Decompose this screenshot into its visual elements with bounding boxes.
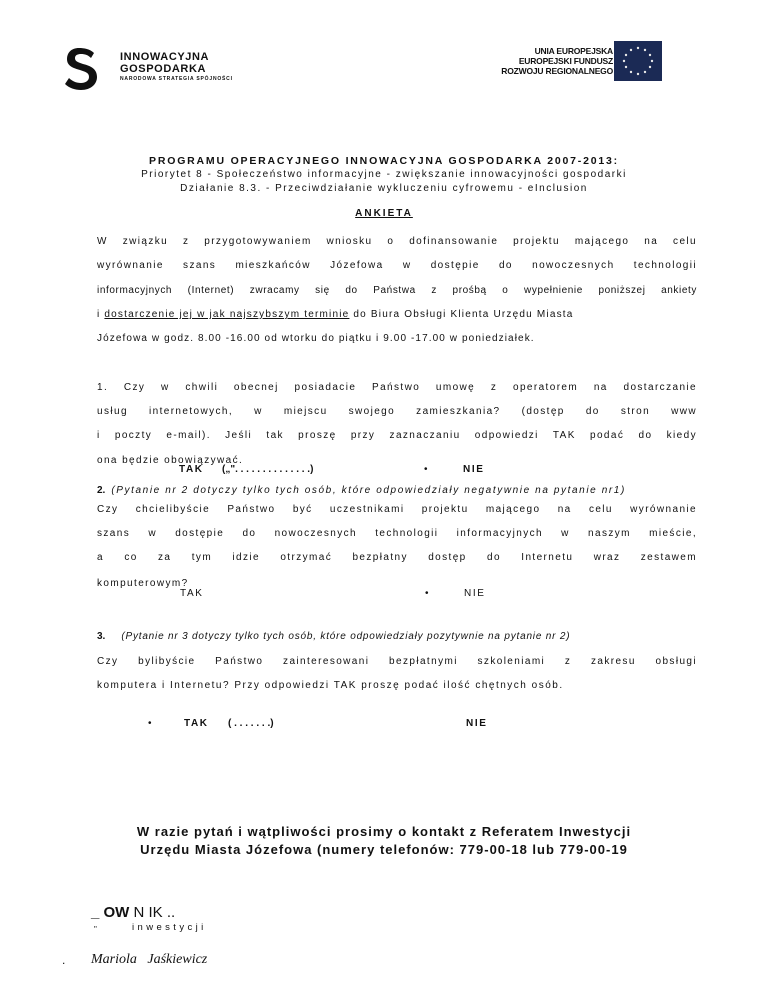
contact-note-line-1: W razie pytań i wątpliwości prosimy o kontakt z Referatem Inwestycji [136, 824, 632, 839]
intro-deadline-underlined: dostarczenie jej w jak najszybszym terminie [104, 309, 350, 320]
program-title: PROGRAMU OPERACYJNEGO INNOWACYJNA GOSPODARKA 2007-2013: [149, 155, 619, 167]
intro-line-2: wyrównanie szans mieszkańców Józefowa w dostępie do nowoczesnych technologii [97, 260, 697, 271]
stamp-line-1-b: N IK [129, 904, 163, 921]
q1-line-1: 1. Czy w chwili obecnej posiadacie Państwo umowę z operatorem na dostarczanie [97, 382, 697, 393]
logo-line-2: GOSPODARKA [120, 63, 207, 75]
q3-bullet: • [148, 718, 152, 729]
eu-flag-icon [614, 41, 662, 81]
stamp-mark: " [94, 925, 97, 934]
signature-mark: . [62, 953, 66, 967]
priorytet-line: Priorytet 8 - Społeczeństwo informacyjne - zwiększanie innowacyjności gospodarki [141, 169, 627, 180]
intro-line-1: W związku z przygotowywaniem wniosku o dofinansowanie projektu mającego na celu [97, 236, 697, 247]
q3-tak-option[interactable]: TAK [184, 718, 209, 729]
q2-line-2: szans w dostępie do nowoczesnych technologii informacyjnych w naszym mieście, [97, 528, 697, 539]
logo-title [120, 51, 209, 75]
q2-num: 2. [97, 485, 106, 496]
q1-line-3: i poczty e-mail). Jeśli tak proszę przy zaznaczaniu odpowiedzi TAK podać do kiedy [97, 430, 697, 441]
q2-number [97, 485, 626, 496]
q1-tak-fill[interactable]: („". . . . . . . . . . . . . .) [222, 464, 314, 475]
q1-bullet: • [424, 464, 428, 475]
eu-line-3: ROZWOJU REGIONALNEGO [501, 66, 613, 76]
q3-number [97, 631, 570, 642]
q2-note: (Pytanie nr 2 dotyczy tylko tych osób, które odpowiedziały negatywnie na pytanie nr1) [111, 485, 626, 496]
intro-line-3: informacyjnych (Internet) zwracamy się do Państwa z prośbą o wypełnienie poniższej ankiety [97, 285, 697, 296]
q3-line-1: Czy bylibyście Państwo zainteresowani bezpłatnymi szkoleniami z zakresu obsługi [97, 656, 697, 667]
q2-line-3: a co za tym idzie otrzymać bezpłatny dostęp do Internetu wraz zestawem [97, 552, 697, 563]
stamp-line-1-a: _ OW [91, 904, 130, 921]
logo-subtitle: NARODOWA STRATEGIA SPÓJNOŚCI [120, 76, 233, 82]
q3-note: (Pytanie nr 3 dotyczy tylko tych osób, które odpowiedziały pozytywnie na pytanie nr 2) [121, 631, 571, 642]
eu-label [501, 46, 613, 76]
q2-line-1: Czy chcielibyście Państwo być uczestnikami projektu mającego na celu wyrównanie [97, 504, 697, 515]
q2-tak-option[interactable]: TAK [180, 588, 204, 599]
q1-tak-option[interactable]: TAK [179, 464, 204, 475]
innowacyjna-gospodarka-logo-icon [60, 44, 106, 90]
q2-line-4: komputerowym? [97, 578, 189, 589]
signature-name: Mariola Jaśkiewicz [91, 952, 208, 967]
q3-tak-fill[interactable]: ( . . . . . . .) [228, 718, 274, 729]
q1-line-4: ona będzie obowiązywać. [97, 455, 244, 466]
ankieta-heading: ANKIETA [355, 208, 413, 219]
intro-line-4-post: do Biura Obsługi Klienta Urzędu Miasta [349, 309, 574, 320]
eu-line-2: EUROPEJSKI FUNDUSZ [518, 56, 613, 66]
q1-nie-option[interactable]: NIE [463, 464, 485, 475]
dzialanie-line: Działanie 8.3. - Przeciwdziałanie wykluczeniu cyfrowemu - eInclusion [180, 183, 588, 194]
stamp-line-1 [91, 904, 175, 921]
stamp-line-2: inwestycji [132, 922, 207, 933]
contact-note-line-2: Urzędu Miasta Józefowa (numery telefonów: 779-00-18 lub 779-00-19 [140, 842, 628, 857]
logo-line-1: INNOWACYJNA [120, 51, 210, 63]
q2-bullet: • [425, 588, 429, 599]
q3-line-2: komputera i Internetu? Przy odpowiedzi TAK proszę podać ilość chętnych osób. [97, 680, 564, 691]
q3-num: 3. [97, 631, 106, 642]
q2-nie-option[interactable]: NIE [464, 588, 486, 599]
q1-line-2: usług internetowych, w miejscu swojego zamieszkania? (dostęp do stron www [97, 406, 697, 417]
intro-line-4-pre: i [97, 309, 105, 320]
intro-line-4 [97, 309, 697, 320]
eu-line-1: UNIA EUROPEJSKA [534, 46, 613, 56]
intro-line-5: Józefowa w godz. 8.00 -16.00 od wtorku do piątku i 9.00 -17.00 w poniedziałek. [97, 333, 535, 344]
stamp-line-1-c: .. [162, 904, 176, 921]
q3-nie-option[interactable]: NIE [466, 718, 488, 729]
